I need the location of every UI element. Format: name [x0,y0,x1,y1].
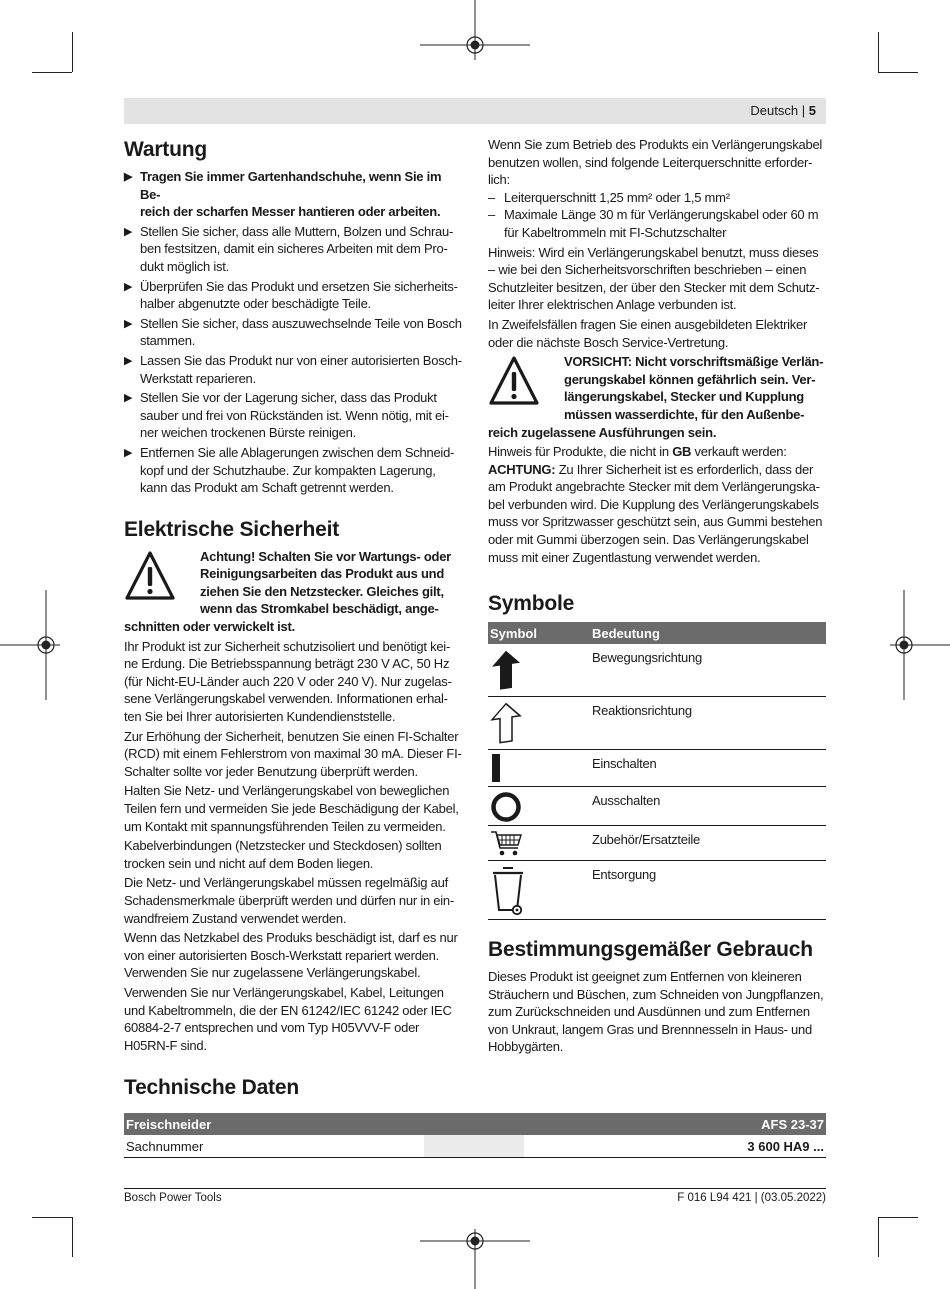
paragraph-line: Hinweis: Wird ein Verlängerungskabel benutzt, muss dieses [488,244,819,260]
crop-mark [878,72,918,73]
paragraph [124,837,464,872]
tech-table-header [124,1113,826,1135]
col-bedeutung: Bedeutung [592,626,660,641]
paragraph-line: H05RN-F sind. [124,1037,207,1053]
list-item-line: Stellen Sie sicher, dass alle Muttern, Bolzen und Schrau- [140,223,454,239]
warning-line: Achtung! Schalten Sie vor Wartungs- oder [200,548,451,564]
paragraph-line: für Kabeltrommeln mit FI-Schutzschalter [504,224,727,240]
paragraph-line: und Kabeltrommeln, die der EN 61242/IEC 61242 oder IEC [124,1002,452,1018]
list-item [124,352,464,387]
left-column [124,138,464,1056]
symbol-label: Einschalten [592,756,657,771]
paragraph-line: leiter Ihrer elektrischen Anlage verbunden ist. [488,297,737,313]
list-item [124,444,464,497]
symbol-table [488,622,826,920]
paragraph-line: Wenn das Netzkabel des Produks beschädigt ist, darf es nur [124,930,458,946]
symbol-row [488,644,826,697]
list-item-line: Lassen Sie das Produkt nur von einer autorisierten Bosch- [140,352,462,368]
list-item-line: kopf und der Schutzhaube. Zur kompakten Lagerung, [140,462,436,478]
symbol-label: Bewegungsrichtung [592,650,702,665]
power-off-circle-icon [490,791,522,823]
paragraph-line: muss mit einer Zugentlastung verwendet werden. [488,549,761,565]
shopping-cart-icon [490,830,524,858]
list-item-line: dukt möglich ist. [140,258,229,274]
right-column [488,136,828,566]
paragraph [124,929,464,982]
dash-item-text: Leiterquerschnitt 1,25 mm² oder 1,5 mm² [504,189,730,205]
bullet-triangle-icon: ▶ [124,225,133,238]
warning-line: VORSICHT: Nicht vorschriftsmäßige Verlän- [564,354,824,370]
warning-line: längerungskabel, Stecker und Kupplung [564,389,804,405]
list-item [124,389,464,442]
registration-mark-icon [0,590,60,700]
paragraph-line: Zur Erhöhung der Sicherheit, benutzen Sie einen FI-Schalter [124,728,459,744]
list-item-line: Stellen Sie vor der Lagerung sicher, dass das Produkt [140,390,437,406]
list-item-line: reich der scharfen Messer hantieren oder arbeiten. [140,204,441,220]
paragraph-line: (RCD) mit einem Fehlerstrom von maximal 30 mA. Dieser FI- [124,746,462,762]
paragraph-line: muss vor Spritzwasser geschützt sein, aus Gummi bestehen [488,514,823,530]
symbol-row [488,697,826,750]
paragraph [124,874,464,927]
vorsicht-block [488,353,828,441]
warning-line: ziehen Sie den Netzstecker. Gleiches gilt, [200,583,444,599]
crop-mark [878,1217,879,1257]
achtung-paragraph [488,461,828,567]
paragraph-line: von Unkraut, langem Gras und Brennnesseln in Haus- und [488,1021,812,1037]
paragraph-line: Verwenden Sie nur zugelassene Verlängerungskabel. [124,965,421,981]
tech-head-left: Freischneider [126,1117,212,1132]
symbol-row [488,861,826,920]
crop-mark [878,32,879,72]
gb-note-pre: Hinweis für Produkte, die nicht in [488,444,673,460]
list-item [124,223,464,276]
list-item-line: ben festsitzen, damit ein sicheres Arbeiten mit dem Pro- [140,241,448,257]
list-item [124,278,464,313]
paragraph [124,984,464,1054]
paragraph-line: In Zweifelsfällen fragen Sie einen ausgebildeten Elektriker [488,316,808,332]
warning-line: Reinigungsarbeiten das Produkt aus und [200,566,445,582]
symbol-table-header [488,622,826,644]
paragraph-line: (für Nicht-EU-Länder auch 220 V oder 240 V). Nur zugelas- [124,673,452,689]
paragraph-line: zum Zurückschneiden und Ausdünnen und zum Entfernen [488,1004,810,1020]
page-number: 5 [808,103,816,118]
header-language: Deutsch [750,103,799,118]
paragraph-line: Verwenden Sie nur Verlängerungskabel, Kabel, Leitungen [124,984,444,1000]
gb-note-post: verkauft werden: [691,444,787,460]
tech-row-label: Sachnummer [126,1139,204,1154]
paragraph-line: Schutzleiter besitzen, der über den Stecker mit dem Schutz- [488,279,820,295]
section-title-wartung: Wartung [124,138,207,161]
paragraph-line: Schadensmerkmale überprüft werden und dürfen nur in ein- [124,892,454,908]
paragraph-line: Dieses Produkt ist geeignet zum Entfernen von kleineren [488,969,802,984]
symbol-row [488,826,826,861]
paragraph [124,782,464,835]
registration-mark-icon [420,1229,530,1289]
registration-mark-icon [890,590,950,700]
warning-last-line: schnitten oder verwickelt ist. [124,619,295,635]
dash-item: – Leiterquerschnitt 1,25 mm² oder 1,5 mm² [488,189,730,205]
bullet-triangle-icon: ▶ [124,317,133,330]
paragraph-line: Halten Sie Netz- und Verlängerungskabel von beweglichen [124,783,450,799]
wartung-list [124,168,464,497]
bullet-triangle-icon: ▶ [124,392,133,405]
crop-mark [32,72,72,73]
paragraph-line: trocken sein und nicht auf dem Boden liegen. [124,855,374,871]
page-indicator [750,103,816,118]
crop-mark [878,1217,918,1218]
paragraph-line: Kabelverbindungen (Netzstecker und Steckdosen) sollten [124,838,442,854]
paragraph-line: von einer autorisierten Bosch-Werkstatt repariert werden. [124,947,439,963]
symbol-label: Zubehör/Ersatzteile [592,832,700,847]
paragraph-line: Die Netz- und Verlängerungskabel müssen regelmäßig auf [124,875,448,891]
list-item-line: halber abgenutzte oder beschädigte Teile. [140,296,371,312]
symbol-label: Reaktionsrichtung [592,703,692,718]
paragraph-line: Wenn Sie zum Betrieb des Produkts ein Verlängerungskabel [488,137,823,152]
reaction-arrow-outline-icon [490,701,522,745]
movement-arrow-filled-icon [490,648,522,692]
cable-intro [488,136,828,189]
paragraph-line: ne Erdung. Die Betriebsspannung beträgt 230 V AC, 50 Hz [124,656,450,672]
paragraph-line: 60884-2-7 entsprechen und vom Typ H05VVV-F oder [124,1020,420,1036]
tech-head-right: AFS 23-37 [761,1117,824,1132]
bullet-triangle-icon: ▶ [124,446,133,459]
paragraph-line: um Kontakt mit spannungsführenden Teilen zu vermeiden. [124,818,446,834]
warning-triangle-icon [124,550,176,602]
paragraph-line: Hobbygärten. [488,1039,564,1055]
col-symbol: Symbol [490,626,537,641]
zweifel-paragraph [488,316,828,351]
tech-row-value: 3 600 HA9 ... [747,1139,824,1154]
bullet-triangle-icon: ▶ [124,354,133,367]
bullet-triangle-icon: ▶ [124,280,133,293]
footer-left: Bosch Power Tools [124,1192,222,1204]
list-item [124,168,464,221]
list-item-line: ner weichen trockenen Bürste reinigen. [140,425,356,441]
symbol-label: Ausschalten [592,793,661,808]
gb-note-country: GB [672,444,692,460]
warning-line: müssen wasserdichte, für den Außenbe- [564,406,805,422]
achtung-first-line: Zu Ihrer Sicherheit ist es erforderlich, dass der [555,461,814,477]
paragraph-line: am Produkt angebrachte Stecker mit dem Verlängerungska- [488,479,820,495]
dash-item: – Maximale Länge 30 m für Verlängerungskabel oder 60 m für Kabeltrommeln mit FI-Schutzschalter [488,206,828,241]
paragraph-line: oder mit Gummi überzogen sein. Das Verlängerungskabel [488,532,809,548]
page-header [124,98,826,124]
list-item-line: Entfernen Sie alle Ablagerungen zwischen dem Schneid- [140,444,455,460]
paragraph-line: Maximale Länge 30 m für Verlängerungskabel oder 60 m [504,207,819,223]
power-on-bar-icon [490,754,506,782]
waste-bin-icon [490,864,530,916]
paragraph-line: Teilen fern und vermeiden Sie jede Beschädigung der Kabel, [124,801,459,816]
paragraph-line: Sträuchern und Büschen, zum Schneiden von Jungpflanzen, [488,986,824,1002]
list-item-line: Überprüfen Sie das Produkt und ersetzen Sie sicherheits- [140,278,458,294]
paragraph-line: Schalter sollte vor jeder Benutzung überprüft werden. [124,763,418,779]
paragraph [124,728,464,781]
list-item-line: Stellen Sie sicher, dass auszuwechselnde Teile von Bosch [140,315,462,331]
warning-line: gerungskabel können gefährlich sein. Ver- [564,371,816,387]
vorsicht-last-line: reich zugelassene Ausführungen sein. [488,424,717,440]
registration-mark-icon [420,0,530,60]
list-item-line: kann das Produkt am Schaft getrennt werden. [140,480,394,496]
section-title-elektrische-sicherheit: Elektrische Sicherheit [124,517,340,541]
paragraph-line: oder die nächste Bosch Service-Vertretung. [488,334,729,350]
bullet-triangle-icon: ▶ [124,171,133,183]
symbol-label: Entsorgung [592,867,656,882]
list-item-line: Tragen Sie immer Gartenhandschuhe, wenn Sie im Be- [140,169,442,202]
paragraph-line: – wie bei den Sicherheitsvorschriften beschrieben – einen [488,262,807,278]
symbol-row [488,750,826,787]
paragraph-line: Ihr Produkt ist zur Sicherheit schutzisoliert und benötigt kei- [124,638,451,654]
paragraph-line: bel verbunden wird. Die Kupplung des Verlängerungskabels [488,496,819,512]
warning-triangle-icon [488,355,540,407]
paragraph-line: ten Sie bei Ihrer autorisierten Kundendienststelle. [124,709,396,725]
warning-line: wenn das Stromkabel beschädigt, ange- [200,601,439,617]
tech-row-shade [424,1135,524,1157]
list-item-line: sauber und frei von Rückständen ist. Wenn nötig, mit ei- [140,407,449,423]
symbol-row [488,787,826,826]
crop-mark [32,1217,72,1218]
warning-block [124,548,464,636]
paragraph-line: benutzen wollen, sind folgende Leiterquerschnitte erforder- [488,154,813,170]
page-footer [124,1188,826,1204]
header-separator: | [801,103,806,118]
paragraph-line: wandfreiem Zustand verwendet werden. [124,910,347,926]
section-title-gebrauch: Bestimmungsgemäßer Gebrauch [488,938,813,961]
gebrauch-paragraph [488,968,828,1056]
footer-right: F 016 L94 421 | (03.05.2022) [677,1192,826,1204]
dash-item-text [504,206,828,241]
achtung-label: ACHTUNG: [488,461,556,477]
crop-mark [72,1217,73,1257]
list-item-line: Werkstatt reparieren. [140,370,256,386]
paragraph-line: lich: [488,172,510,188]
section-title-technische-daten: Technische Daten [124,1076,299,1099]
achtung-lines [488,478,828,566]
list-item [124,315,464,350]
gb-note [488,443,828,461]
paragraph [124,638,464,726]
elektrisch-paragraphs [124,638,464,1055]
section-title-symbole: Symbole [488,592,575,615]
paragraph-line: sene Verlängerungskabel verwenden. Informationen erhal- [124,691,448,707]
tech-table-row [124,1135,826,1158]
crop-mark [72,32,73,72]
hinweis-paragraph [488,244,828,314]
list-item-line: stammen. [140,333,196,349]
